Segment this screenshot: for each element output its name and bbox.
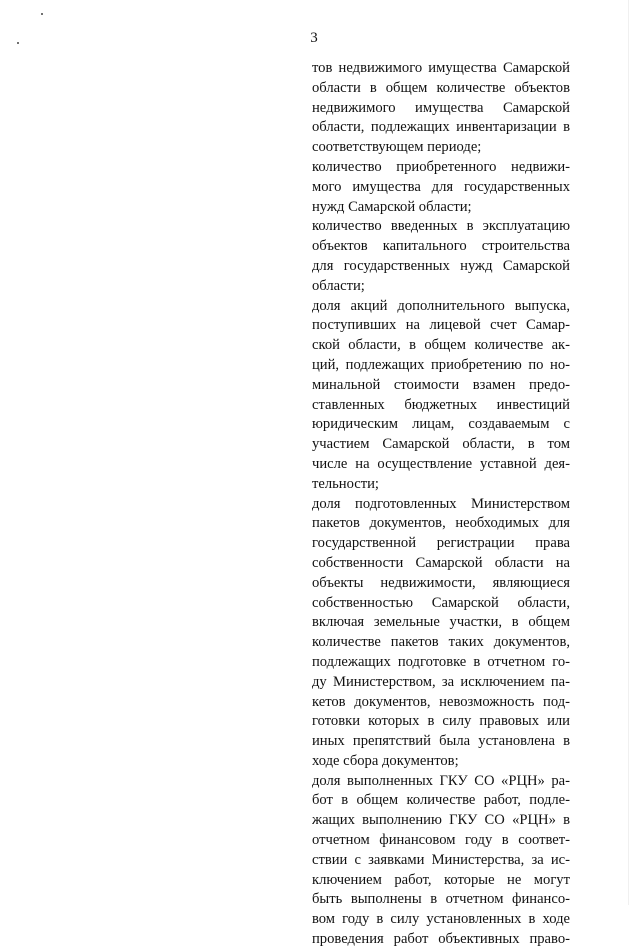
text-line: объектов капитального строительства bbox=[312, 238, 570, 255]
text-line: быть выполнены в отчетном финансо- bbox=[312, 891, 570, 908]
paragraph bbox=[312, 772, 570, 950]
text-line: готовки которых в силу правовых или bbox=[312, 713, 570, 730]
text-line: области; bbox=[312, 277, 365, 294]
text-line: ской области, в общем количестве ак- bbox=[312, 337, 570, 354]
text-line: поступивших на лицевой счет Самар- bbox=[312, 317, 570, 334]
text-line: тов недвижимого имущества Самарской bbox=[312, 60, 570, 76]
text-line: собственности Самарской области на bbox=[312, 554, 570, 571]
paragraph bbox=[312, 59, 570, 158]
text-line: числе на осуществление уставной дея- bbox=[312, 455, 570, 472]
text-line: ствии с заявками Министерства, за ис- bbox=[312, 851, 570, 868]
text-line: кетов документов, невозможность под- bbox=[312, 693, 570, 710]
text-line: нужд Самарской области; bbox=[312, 198, 472, 215]
text-line: пакетов документов, необходимых для bbox=[312, 515, 570, 532]
text-line: области в общем количестве объектов bbox=[312, 79, 570, 96]
text-line: количество приобретенного недвижи- bbox=[312, 158, 570, 175]
text-line: проведения работ объективных право- bbox=[312, 931, 570, 948]
text-line: доля акций дополнительного выпуска, bbox=[312, 297, 570, 314]
text-line: ставленных бюджетных инвестиций bbox=[312, 396, 570, 413]
paragraph bbox=[312, 217, 570, 296]
text-line: ключением работ, которые не могут bbox=[312, 871, 570, 888]
text-line: количестве пакетов таких документов, bbox=[312, 634, 570, 651]
text-line: для государственных нужд Самарской bbox=[312, 257, 570, 274]
text-line: доля выполненных ГКУ СО «РЦН» ра- bbox=[312, 772, 570, 789]
text-line: количество введенных в эксплуатацию bbox=[312, 218, 570, 235]
text-line: отчетном финансовом году в соответ- bbox=[312, 832, 570, 849]
scan-edge-line bbox=[628, 0, 629, 905]
text-line: тельности; bbox=[312, 475, 379, 492]
text-line: доля подготовленных Министерством bbox=[312, 495, 570, 512]
text-line: недвижимого имущества Самарской bbox=[312, 99, 570, 116]
text-line: ду Министерством, за исключением па- bbox=[312, 673, 570, 690]
text-line: юридическим лицам, создаваемым с bbox=[312, 416, 570, 433]
document-text-column bbox=[312, 59, 570, 950]
paragraph bbox=[312, 158, 570, 217]
text-line: жащих выполнению ГКУ СО «РЦН» в bbox=[312, 812, 570, 829]
text-line: области, подлежащих инвентаризации в bbox=[312, 119, 570, 136]
paragraph bbox=[312, 297, 570, 495]
text-line: собственностью Самарской области, bbox=[312, 594, 570, 611]
text-line: участием Самарской области, в том bbox=[312, 436, 570, 453]
scan-speck-1 bbox=[41, 13, 43, 15]
paragraph bbox=[312, 495, 570, 772]
text-line: иных препятствий была установлена в bbox=[312, 733, 570, 750]
text-line: мого имущества для государственных bbox=[312, 178, 570, 195]
text-line: ций, подлежащих приобретению по но- bbox=[312, 356, 570, 373]
text-line: включая земельные участки, в общем bbox=[312, 614, 570, 631]
text-line: государственной регистрации права bbox=[312, 535, 570, 552]
text-line: минальной стоимости взамен предо- bbox=[312, 376, 570, 393]
text-line: ходе сбора документов; bbox=[312, 752, 459, 769]
text-line: объекты недвижимости, являющиеся bbox=[312, 574, 570, 591]
text-line: вом году в силу установленных в ходе bbox=[312, 911, 570, 928]
text-line: подлежащих подготовке в отчетном го- bbox=[312, 653, 570, 670]
text-line: соответствующем периоде; bbox=[312, 139, 482, 156]
text-line: бот в общем количестве работ, подле- bbox=[312, 792, 570, 809]
page-number: 3 bbox=[310, 30, 318, 46]
